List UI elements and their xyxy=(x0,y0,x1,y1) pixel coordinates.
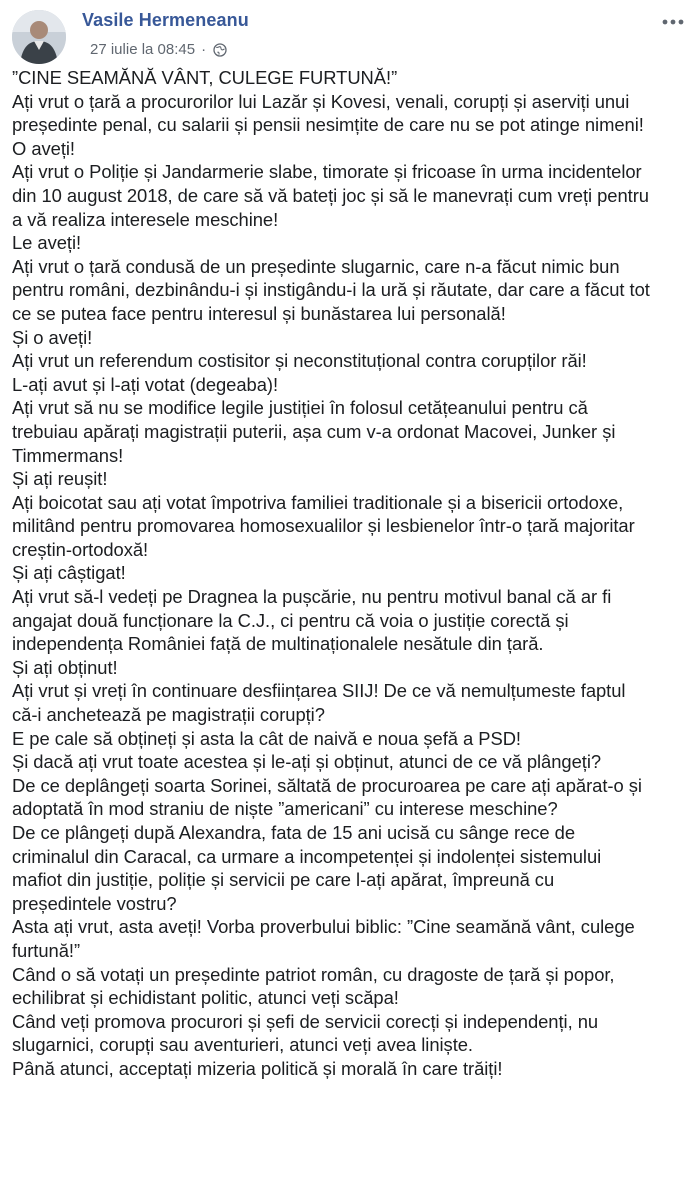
post-text-line: angajat două funcționare la C.J., ci pentru că voia o justiție corectă și xyxy=(12,609,569,631)
post-body-text xyxy=(12,66,692,1081)
post-text-line: că-i anchetează pe magistrații corupți? xyxy=(12,704,325,726)
post-text-line: furtună!” xyxy=(12,939,81,961)
post-text-line: Ați vrut să-l vedeți pe Dragnea la pușcărie, nu pentru motivul banal că ar fi xyxy=(12,586,612,608)
post-text-line: independența României față de multinaționalele nesătule din țară. xyxy=(12,633,544,655)
more-options-icon[interactable] xyxy=(660,14,686,30)
post-text-line: Asta ați vrut, asta aveți! Vorba proverbului biblic: ”Cine seamănă vânt, culege xyxy=(12,916,635,938)
post-text-line: O aveți! xyxy=(12,137,75,159)
post-text-line: Și dacă ați vrut toate acestea și le-ați și obținut, atunci de ce vă plângeți? xyxy=(12,751,602,773)
post-text-line: L-ați avut și l-ați votat (degeaba)! xyxy=(12,373,279,395)
post-meta xyxy=(90,41,227,58)
post-text-line: Ați vrut și vreți în continuare desființarea SIIJ! De ce vă nemulțumeste faptul xyxy=(12,680,626,702)
post-text-line: președinte penal, cu salarii și pensii nesimțite de care nu se pot atinge nimeni! xyxy=(12,114,644,136)
post-text-line: Ați vrut un referendum costisitor și neconstituțional contra corupților răi! xyxy=(12,350,587,372)
post-text-line: ”CINE SEAMĂNĂ VÂNT, CULEGE FURTUNĂ!” xyxy=(12,67,398,88)
post-text-line: militând pentru promovarea homosexualilor și lesbienelor într-o țară majoritar xyxy=(12,515,635,537)
post-text-line: Când o să votați un președinte patriot român, cu dragoste de țară și popor, xyxy=(12,963,615,985)
post-text-line: Ați vrut o țară a procurorilor lui Lazăr și Kovesi, venali, corupți și aserviți unui xyxy=(12,90,630,112)
post-text-line: Ați vrut o Poliție și Jandarmerie slabe, timorate și fricoase în urma incidentelor xyxy=(12,161,642,183)
post-text-line: slugarnici, corupți sau aventurieri, atunci veți avea liniște. xyxy=(12,1034,473,1056)
post-text-line: Și o aveți! xyxy=(12,326,93,348)
post-text-line: Și ați câștigat! xyxy=(12,562,126,584)
post-text-line: Și ați obținut! xyxy=(12,656,118,678)
author-avatar[interactable] xyxy=(12,10,66,64)
post-text-line: Ați vrut să nu se modifice legile justiției în folosul cetățeanului pentru că xyxy=(12,397,588,419)
post-text-line: criminalul din Caracal, ca urmare a incompetenței și indolenței sistemului xyxy=(12,845,602,867)
author-name-link[interactable]: Vasile Hermeneanu xyxy=(82,10,249,30)
post-timestamp[interactable]: 27 iulie la 08:45 xyxy=(90,41,196,58)
post-text-line: adoptată în mod straniu de niște ”americani” cu interese meschine? xyxy=(12,798,558,820)
avatar-photo-icon xyxy=(12,10,66,64)
post-text-line: Și ați reușit! xyxy=(12,468,108,490)
meta-separator: · xyxy=(201,41,207,58)
post-text-line: Ați vrut o țară condusă de un președinte slugarnic, care n-a făcut nimic bun xyxy=(12,255,620,277)
post-text-line: mafiot din justiție, poliție și servicii pe care l-ați apărat, împreună cu xyxy=(12,869,555,891)
post-text-line: De ce plângeți după Alexandra, fata de 15 ani ucisă cu sânge rece de xyxy=(12,822,576,843)
post-text-line: Le aveți! xyxy=(12,232,82,254)
post-text-line: Când veți promova procurori și șefi de servicii corecți și independenți, nu xyxy=(12,1010,599,1032)
post-text-line: Ați boicotat sau ați votat împotriva familiei traditionale și a bisericii ortodoxe, xyxy=(12,491,624,513)
post-text-line: din 10 august 2018, de care să vă bateți joc și să le manevrați cum vreți pentru xyxy=(12,184,649,206)
post-text-line: De ce deplângeți soarta Sorinei, săltată de procuroarea pe care ați apărat-o și xyxy=(12,774,642,796)
post-text-line: a vă realiza interesele meschine! xyxy=(12,208,279,230)
post-text-line: trebuiau apărați magistrații puterii, așa cum v-a ordonat Macovei, Junker și xyxy=(12,420,616,442)
post-header xyxy=(10,8,690,64)
post-text-line: E pe cale să obțineți și asta la cât de naivă e noua șefă a PSD! xyxy=(12,727,521,749)
post-text-line: Până atunci, acceptați mizeria politică și morală în care trăiți! xyxy=(12,1057,503,1079)
post-text-line: pentru români, dezbinându-i și instigându-i la ură și răutate, dar care a făcut tot xyxy=(12,279,650,301)
post-text-line: Timmermans! xyxy=(12,444,124,466)
post-text-line: creștin-ortodoxă! xyxy=(12,538,149,560)
post-text-line: echilibrat și echidistant politic, atunci veți scăpa! xyxy=(12,987,399,1009)
post-text-line: ce se putea face pentru interesul și bunăstarea lui personală! xyxy=(12,302,506,324)
globe-icon[interactable] xyxy=(213,43,227,57)
post-text-line: președintele vostru? xyxy=(12,892,177,914)
